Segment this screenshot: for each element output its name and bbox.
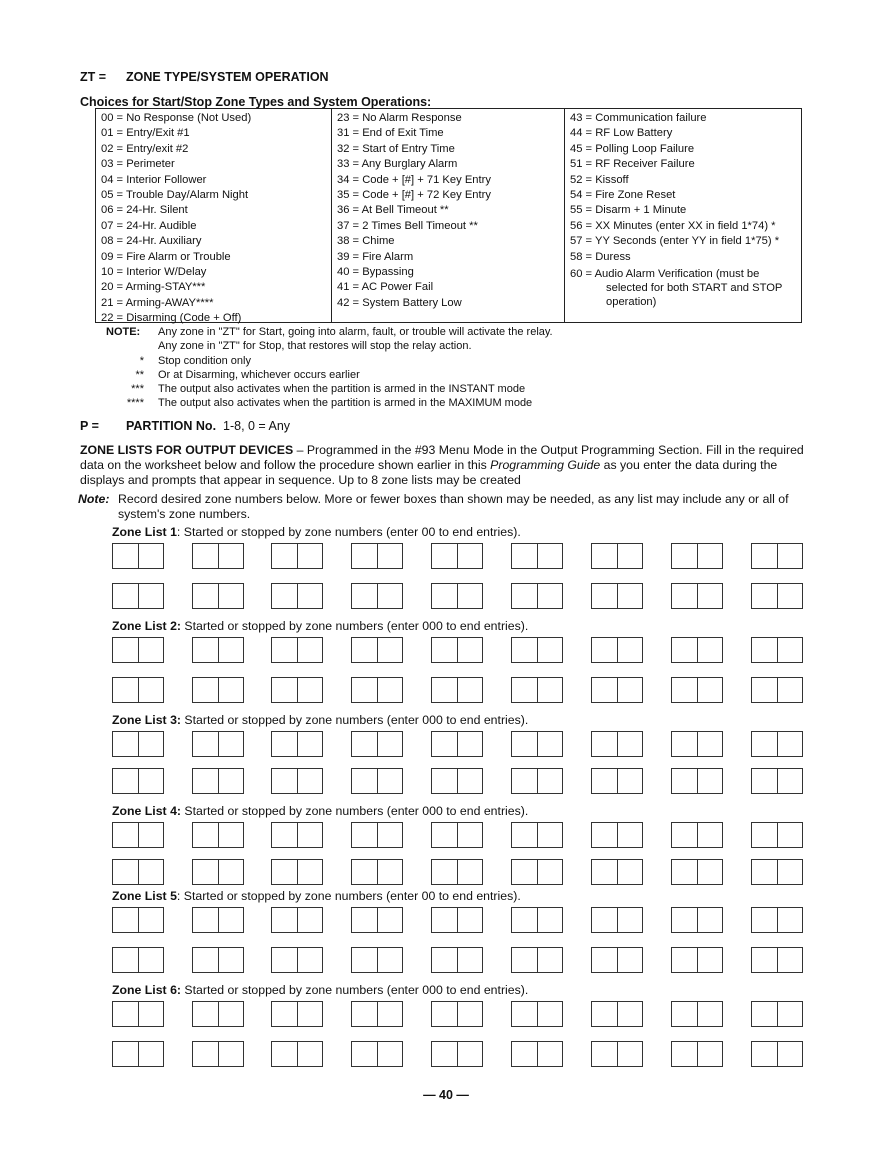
footnote-mark: * [139, 354, 144, 367]
choice-item: 04 = Interior Follower [101, 173, 207, 186]
choice-item: 22 = Disarming (Code + Off) [101, 312, 242, 325]
zone-entry-box[interactable] [431, 677, 483, 703]
zone-list-2-label [112, 619, 528, 633]
choice-item: 20 = Arming-STAY*** [101, 281, 206, 294]
zone-entry-box[interactable] [351, 731, 403, 757]
partition-row [80, 419, 290, 433]
zone-entry-box[interactable] [591, 583, 643, 609]
choice-item: 06 = 24-Hr. Silent [101, 204, 188, 217]
zone-entry-box[interactable] [671, 677, 723, 703]
zone-entry-box[interactable] [192, 637, 244, 663]
zone-entry-box[interactable] [192, 583, 244, 609]
choice-item-60 [570, 267, 801, 309]
choices-heading: Choices for Start/Stop Zone Types and System Operations: [80, 95, 432, 109]
zone-entry-box[interactable] [112, 731, 164, 757]
programming-guide-ref: Programming Guide [490, 458, 601, 472]
note-line: Any zone in "ZT" for Start, going into alarm, fault, or trouble will activate the relay. [158, 326, 553, 338]
choice-item: 57 = YY Seconds (enter YY in field 1*75) * [570, 235, 780, 248]
zone-entry-box[interactable] [351, 822, 403, 848]
zone-list-desc: Started or stopped by zone numbers (enter 000 to end entries). [181, 983, 529, 997]
zone-entry-box[interactable] [271, 907, 323, 933]
choice-60-line-2: selected for both START and STOP [606, 282, 783, 295]
choice-item: 44 = RF Low Battery [570, 127, 673, 140]
zone-list-1-label [112, 525, 521, 539]
footnote-text: Or at Disarming, whichever occurs earlier [158, 368, 360, 381]
zone-entry-box[interactable] [511, 637, 563, 663]
zone-entry-box[interactable] [351, 677, 403, 703]
zone-entry-box[interactable] [431, 543, 483, 569]
zone-entry-box[interactable] [671, 731, 723, 757]
zone-list-4-label [112, 804, 528, 818]
choice-item: 23 = No Alarm Response [337, 112, 462, 124]
partition-value: 1-8, 0 = Any [223, 419, 291, 433]
zone-entry-box[interactable] [431, 583, 483, 609]
zone-entry-box[interactable] [112, 677, 164, 703]
footnote-text: The output also activates when the partition is armed in the INSTANT mode [158, 383, 526, 396]
zone-entry-box[interactable] [751, 947, 803, 973]
choice-item: 07 = 24-Hr. Audible [101, 219, 197, 232]
zone-entry-box[interactable] [112, 1041, 164, 1067]
choice-item: 34 = Code + [#] + 71 Key Entry [337, 173, 491, 186]
zone-entry-box[interactable] [112, 543, 164, 569]
zone-entry-box[interactable] [591, 907, 643, 933]
zone-entry-box[interactable] [192, 822, 244, 848]
zone-entry-box[interactable] [511, 677, 563, 703]
choice-item: 10 = Interior W/Delay [101, 266, 207, 279]
zone-entry-box[interactable] [351, 583, 403, 609]
choice-item: 38 = Chime [337, 235, 395, 248]
zone-entry-box[interactable] [192, 947, 244, 973]
zone-list-title: Zone List 6: [112, 983, 182, 997]
zone-entry-box[interactable] [591, 543, 643, 569]
zone-entry-box[interactable] [751, 731, 803, 757]
choice-item: 40 = Bypassing [337, 266, 414, 279]
zone-list-3-label [112, 713, 528, 727]
choice-item: 03 = Perimeter [101, 158, 175, 171]
record-note [78, 492, 808, 521]
zone-entry-box[interactable] [591, 947, 643, 973]
zone-entry-box[interactable] [351, 637, 403, 663]
zone-entry-box[interactable] [351, 947, 403, 973]
zone-entry-box[interactable] [351, 768, 403, 794]
zone-entry-box[interactable] [591, 1001, 643, 1027]
zone-lists-text: – Programmed in the #93 Menu Mode in the Output Programming Section. Fill in the required data on the worksheet below and follow the procedure shown earlier in this [80, 443, 804, 472]
zone-entry-box[interactable] [511, 768, 563, 794]
zone-entry-box[interactable] [671, 859, 723, 885]
zone-entry-box[interactable] [591, 768, 643, 794]
choice-item: 55 = Disarm + 1 Minute [570, 204, 687, 217]
choice-item: 42 = System Battery Low [337, 296, 462, 309]
choice-item: 45 = Polling Loop Failure [570, 142, 695, 155]
zone-entry-box[interactable] [511, 1001, 563, 1027]
zone-list-title: Zone List 1 [112, 525, 177, 539]
zone-entry-box[interactable] [431, 1041, 483, 1067]
zone-entry-box[interactable] [271, 768, 323, 794]
zt-title: ZONE TYPE/SYSTEM OPERATION [126, 70, 329, 84]
zone-entry-box[interactable] [671, 637, 723, 663]
choice-item: 58 = Duress [570, 250, 631, 263]
choices-table [95, 108, 802, 323]
zone-entry-box[interactable] [112, 768, 164, 794]
zone-entry-box[interactable] [591, 677, 643, 703]
zone-lists-heading: ZONE LISTS FOR OUTPUT DEVICES [80, 443, 294, 457]
note-line: Any zone in "ZT" for Stop, that restores will stop the relay action. [158, 340, 472, 353]
zone-entry-box[interactable] [751, 907, 803, 933]
zone-list-desc: Started or stopped by zone numbers (enter 000 to end entries). [181, 713, 529, 727]
zone-entry-box[interactable] [511, 859, 563, 885]
zone-entry-box[interactable] [271, 583, 323, 609]
zone-list-title: Zone List 5 [112, 889, 177, 903]
zone-entry-box[interactable] [112, 947, 164, 973]
zone-entry-box[interactable] [751, 768, 803, 794]
zone-entry-box[interactable] [112, 822, 164, 848]
zone-entry-box[interactable] [271, 1041, 323, 1067]
zone-entry-box[interactable] [751, 583, 803, 609]
zt-heading [80, 70, 329, 84]
zone-entry-box[interactable] [271, 947, 323, 973]
zone-entry-box[interactable] [192, 859, 244, 885]
zone-list-title: Zone List 4: [112, 804, 182, 818]
zone-entry-box[interactable] [112, 859, 164, 885]
choice-item: 31 = End of Exit Time [337, 127, 444, 140]
zone-entry-box[interactable] [511, 1041, 563, 1067]
zone-entry-box[interactable] [112, 907, 164, 933]
zone-entry-box[interactable] [671, 907, 723, 933]
zone-list-desc: Started or stopped by zone numbers (enter 000 to end entries). [181, 619, 529, 633]
footnote-mark: *** [131, 383, 144, 396]
zone-entry-box[interactable] [351, 543, 403, 569]
zone-entry-box[interactable] [591, 637, 643, 663]
zone-entry-box[interactable] [431, 947, 483, 973]
choice-item: 41 = AC Power Fail [337, 281, 434, 294]
zone-entry-box[interactable] [591, 822, 643, 848]
zone-entry-box[interactable] [671, 583, 723, 609]
choice-item: 21 = Arming-AWAY**** [101, 296, 214, 309]
zone-list-title: Zone List 2: [112, 619, 182, 633]
zone-entry-box[interactable] [271, 822, 323, 848]
zone-list-desc: Started or stopped by zone numbers (enter 000 to end entries). [181, 804, 529, 818]
choice-item: 01 = Entry/Exit #1 [101, 127, 190, 140]
zt-code: ZT = [80, 70, 107, 84]
zone-entry-box[interactable] [671, 543, 723, 569]
zone-lists-text-2: as you enter the data during the displays and prompts that appear in sequence. Up to 8 zone lists may be created [80, 458, 778, 487]
notes-block [106, 325, 553, 411]
zone-list-5-label [112, 889, 521, 903]
choice-60-line-3: operation) [606, 296, 657, 309]
choice-item: 51 = RF Receiver Failure [570, 158, 695, 171]
zone-entry-box[interactable] [192, 768, 244, 794]
zone-entry-box[interactable] [591, 1041, 643, 1067]
zone-entry-box[interactable] [751, 859, 803, 885]
zone-entry-box[interactable] [271, 859, 323, 885]
zone-entry-box[interactable] [112, 1001, 164, 1027]
choice-60-line-1: 60 = Audio Alarm Verification (must be [570, 268, 760, 281]
zone-entry-box[interactable] [511, 543, 563, 569]
zone-entry-box[interactable] [751, 677, 803, 703]
zone-entry-box[interactable] [511, 947, 563, 973]
zone-entry-box[interactable] [112, 637, 164, 663]
choice-item: 32 = Start of Entry Time [337, 142, 455, 155]
choice-item: 37 = 2 Times Bell Timeout ** [337, 219, 478, 232]
zone-entry-box[interactable] [751, 637, 803, 663]
zone-list-desc: : Started or stopped by zone numbers (enter 00 to end entries). [176, 889, 521, 903]
choice-item: 08 = 24-Hr. Auxiliary [101, 235, 202, 248]
zone-entry-box[interactable] [431, 907, 483, 933]
choice-item: 05 = Trouble Day/Alarm Night [101, 189, 249, 202]
choice-item: 35 = Code + [#] + 72 Key Entry [337, 189, 491, 202]
zone-entry-box[interactable] [751, 822, 803, 848]
zone-list-6-label [112, 983, 528, 997]
zone-entry-box[interactable] [511, 907, 563, 933]
choices-column-3 [565, 109, 801, 322]
record-note-text: Record desired zone numbers below. More or fewer boxes than shown may be needed, as any list may include any or all of system's zone numbers. [118, 492, 789, 521]
choice-item: 56 = XX Minutes (enter XX in field 1*74) * [570, 219, 776, 232]
zone-entry-box[interactable] [271, 637, 323, 663]
zone-entry-box[interactable] [671, 947, 723, 973]
choice-item: 02 = Entry/exit #2 [101, 142, 189, 155]
zone-entry-box[interactable] [351, 859, 403, 885]
choice-item: 54 = Fire Zone Reset [570, 189, 676, 202]
record-note-label: Note: [78, 492, 110, 506]
note-label: NOTE: [106, 326, 141, 338]
zone-entry-box[interactable] [431, 859, 483, 885]
zone-entry-box[interactable] [431, 768, 483, 794]
zone-entry-box[interactable] [271, 731, 323, 757]
choice-item: 43 = Communication failure [570, 112, 707, 124]
choice-item: 39 = Fire Alarm [337, 250, 414, 263]
zone-entry-box[interactable] [591, 859, 643, 885]
zone-entry-box[interactable] [671, 822, 723, 848]
zone-entry-box[interactable] [511, 822, 563, 848]
zone-lists-paragraph [80, 443, 810, 488]
partition-label: PARTITION No. [126, 419, 217, 433]
choice-item: 36 = At Bell Timeout ** [337, 204, 449, 217]
zone-entry-box[interactable] [271, 677, 323, 703]
choice-item: 52 = Kissoff [570, 173, 629, 186]
footnote-text: Stop condition only [158, 354, 251, 367]
choices-column-2 [332, 109, 565, 322]
zone-entry-box[interactable] [431, 822, 483, 848]
zone-entry-box[interactable] [351, 907, 403, 933]
zone-entry-box[interactable] [751, 543, 803, 569]
zone-entry-box[interactable] [511, 583, 563, 609]
footnote-mark: ** [135, 368, 144, 381]
zone-entry-box[interactable] [112, 583, 164, 609]
footnote-mark: **** [126, 397, 144, 410]
page-number: — 40 — [423, 1088, 469, 1102]
zone-entry-box[interactable] [192, 677, 244, 703]
choice-item: 00 = No Response (Not Used) [101, 112, 252, 124]
zone-entry-box[interactable] [271, 1001, 323, 1027]
zone-entry-box[interactable] [192, 1041, 244, 1067]
zone-entry-box[interactable] [591, 731, 643, 757]
zone-entry-box[interactable] [511, 731, 563, 757]
zone-entry-box[interactable] [671, 1001, 723, 1027]
zone-entry-box[interactable] [431, 731, 483, 757]
zone-entry-box[interactable] [351, 1001, 403, 1027]
zone-entry-box[interactable] [271, 543, 323, 569]
choices-column-1 [96, 109, 332, 325]
zone-entry-box[interactable] [431, 637, 483, 663]
footnote-text: The output also activates when the partition is armed in the MAXIMUM mode [158, 397, 533, 410]
zone-entry-box[interactable] [671, 1041, 723, 1067]
zone-entry-box[interactable] [431, 1001, 483, 1027]
zone-entry-box[interactable] [671, 768, 723, 794]
zone-entry-box[interactable] [751, 1001, 803, 1027]
choice-item: 33 = Any Burglary Alarm [337, 158, 458, 171]
zone-list-title: Zone List 3: [112, 713, 182, 727]
zone-entry-box[interactable] [192, 907, 244, 933]
zone-entry-box[interactable] [751, 1041, 803, 1067]
choice-item: 09 = Fire Alarm or Trouble [101, 250, 231, 263]
zone-list-desc: : Started or stopped by zone numbers (enter 00 to end entries). [176, 525, 521, 539]
partition-code: P = [80, 419, 99, 433]
zone-entry-box[interactable] [192, 731, 244, 757]
zone-entry-box[interactable] [192, 543, 244, 569]
zone-entry-box[interactable] [351, 1041, 403, 1067]
zone-entry-box[interactable] [192, 1001, 244, 1027]
